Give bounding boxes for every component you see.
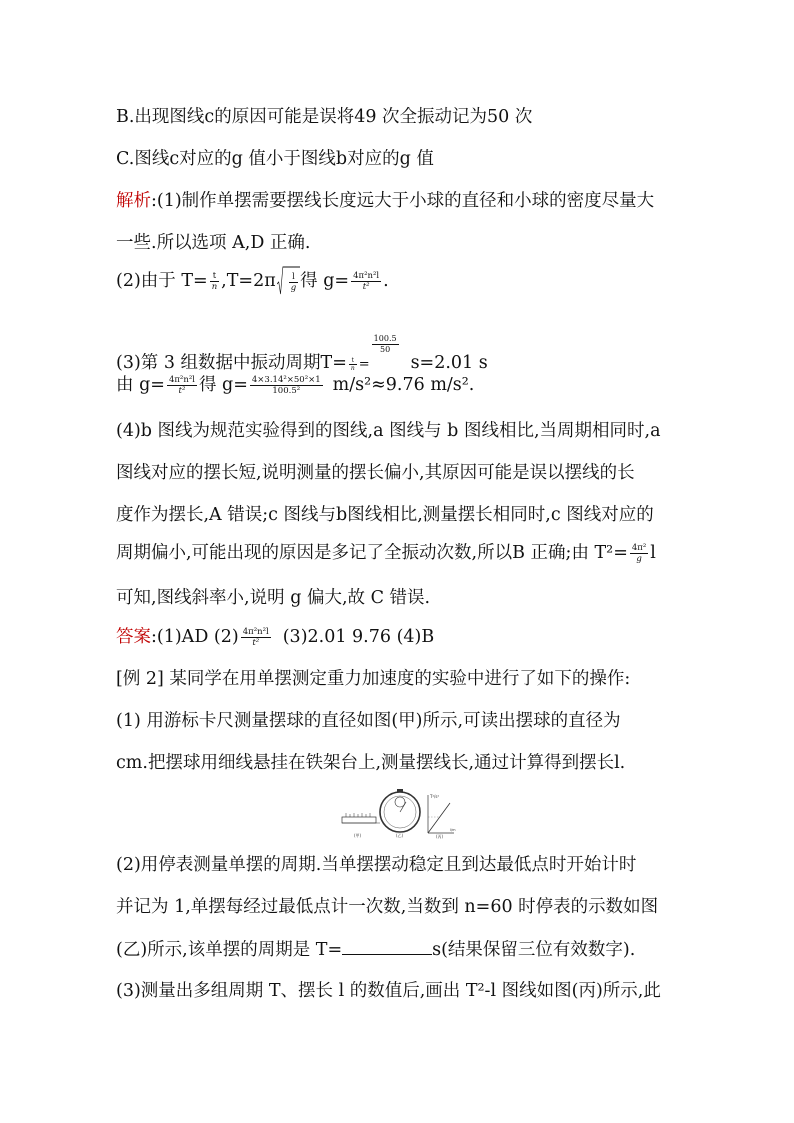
numerator: 4π²n²l bbox=[168, 375, 195, 385]
numerator: t bbox=[210, 271, 219, 282]
analysis-paragraph-4c: 度作为摆长,A 错误;c 图线与b图线相比,测量摆长相同时,c 图线对应的 bbox=[116, 505, 654, 525]
text: :(1)AD (2) bbox=[151, 627, 239, 647]
analysis-label: 解析 bbox=[116, 191, 151, 211]
fraction-t-over-n bbox=[210, 271, 219, 292]
fraction-g-numeric bbox=[250, 375, 323, 396]
fraction-answer bbox=[241, 627, 271, 648]
text: = bbox=[358, 357, 370, 372]
analysis-paragraph-4e: 可知,图线斜率小,说明 g 偏大,故 C 错误. bbox=[116, 588, 431, 608]
text: . bbox=[383, 271, 389, 291]
question-2-line-b: 并记为 1,单摆每经过最低点计一次数,当数到 n=60 时停表的示数如图 bbox=[116, 897, 659, 917]
text: 得 g= bbox=[198, 375, 248, 395]
fraction-g-formula-b bbox=[167, 375, 197, 396]
answer-line bbox=[116, 624, 434, 650]
text: (3)2.01 9.76 (4)B bbox=[282, 627, 435, 647]
denominator: n bbox=[350, 365, 355, 372]
fraction-4pi2-over-g bbox=[630, 543, 648, 564]
question-1-line-a: (1) 用游标卡尺测量摆球的直径如图(甲)所示,可读出摆球的直径为 bbox=[116, 711, 621, 731]
text: (3)第 3 组数据中振动周期T= bbox=[116, 353, 347, 373]
question-2-line-a: (2)用停表测量单摆的周期.当单摆摆动稳定且到达最低点时开始计时 bbox=[116, 855, 637, 875]
text: 由 g= bbox=[116, 375, 165, 395]
analysis-paragraph-4d bbox=[116, 540, 656, 566]
analysis-paragraph-4a: (4)b 图线为规范实验得到的图线,a 图线与 b 图线相比,当周期相同时,a bbox=[116, 421, 661, 441]
fraction-g-formula bbox=[351, 271, 381, 292]
numerator: l bbox=[289, 272, 298, 283]
analysis-paragraph-3b bbox=[116, 372, 474, 398]
experiment-figure bbox=[340, 787, 456, 839]
numerator: 100.5 bbox=[373, 334, 397, 343]
analysis-paragraph-1-cont: 一些.所以选项 A,D 正确. bbox=[116, 233, 311, 253]
analysis-paragraph-2 bbox=[116, 268, 389, 295]
analysis-text: :(1)制作单摆需要摆线长度远大于小球的直径和小球的密度尽量大 bbox=[151, 191, 655, 211]
text: (2)由于 T= bbox=[116, 271, 208, 291]
denominator: 50 bbox=[380, 345, 391, 354]
answer-blank[interactable] bbox=[342, 936, 432, 955]
denominator: t² bbox=[178, 386, 186, 396]
graph-y-label: T²/s² bbox=[430, 794, 440, 799]
numerator: 4π²n²l bbox=[242, 627, 269, 637]
figure-label-a: (甲) bbox=[354, 833, 362, 838]
example-2-heading: [例 2] 某同学在用单摆测定重力加速度的实验中进行了如下的操作: bbox=[116, 669, 631, 689]
question-1-line-b: cm.把摆球用细线悬挂在铁架台上,测量摆线长,通过计算得到摆长l. bbox=[116, 753, 626, 773]
fraction-period-calc bbox=[372, 334, 399, 355]
square-root bbox=[277, 269, 300, 295]
figure-label-b: (乙) bbox=[396, 833, 404, 838]
numerator: 4π² bbox=[631, 543, 647, 553]
numerator: 4π²n²l bbox=[353, 271, 380, 281]
t2-l-graph-icon bbox=[428, 794, 456, 833]
text: m/s²≈9.76 m/s². bbox=[332, 375, 475, 395]
analysis-paragraph-4b: 图线对应的摆长短,说明测量的摆长偏小,其原因可能是误以摆线的长 bbox=[116, 463, 635, 483]
text: l bbox=[650, 543, 656, 563]
denominator: t² bbox=[362, 282, 370, 292]
radical-sign-icon bbox=[277, 266, 300, 296]
denominator: t² bbox=[252, 638, 260, 648]
stopwatch-icon bbox=[380, 789, 420, 832]
text: s(结果保留三位有效数字). bbox=[432, 940, 636, 960]
answer-label: 答案 bbox=[116, 627, 151, 647]
denominator: g bbox=[636, 554, 642, 564]
denominator: n bbox=[211, 282, 218, 292]
text: (乙)所示,该单摆的周期是 T= bbox=[116, 940, 343, 960]
denominator: g bbox=[290, 282, 297, 293]
numerator: 4×3.14²×50²×1 bbox=[251, 375, 321, 385]
text: 得 g= bbox=[300, 271, 350, 291]
text: 周期偏小,可能出现的原因是多记了全振动次数,所以B 正确;由 T²= bbox=[116, 543, 628, 563]
vernier-caliper-icon bbox=[342, 813, 380, 823]
denominator: 100.5² bbox=[272, 386, 301, 396]
fraction-t-over-n-small bbox=[349, 357, 357, 372]
graph-x-label: l/m bbox=[450, 828, 456, 832]
option-b-text: B.出现图线c的原因可能是误将49 次全振动记为50 次 bbox=[116, 107, 533, 127]
figure-label-c: (丙) bbox=[436, 834, 444, 839]
question-3-line: (3)测量出多组周期 T、摆长 l 的数值后,画出 T²-l 图线如图(丙)所示,此 bbox=[116, 981, 661, 1001]
analysis-paragraph-1 bbox=[116, 188, 654, 214]
text: s=2.01 s bbox=[410, 353, 488, 373]
question-2-line-c bbox=[116, 936, 635, 963]
text: ,T=2π bbox=[221, 271, 276, 291]
numerator: t bbox=[349, 357, 357, 365]
option-c-text: C.图线c对应的g 值小于图线b对应的g 值 bbox=[116, 149, 434, 169]
